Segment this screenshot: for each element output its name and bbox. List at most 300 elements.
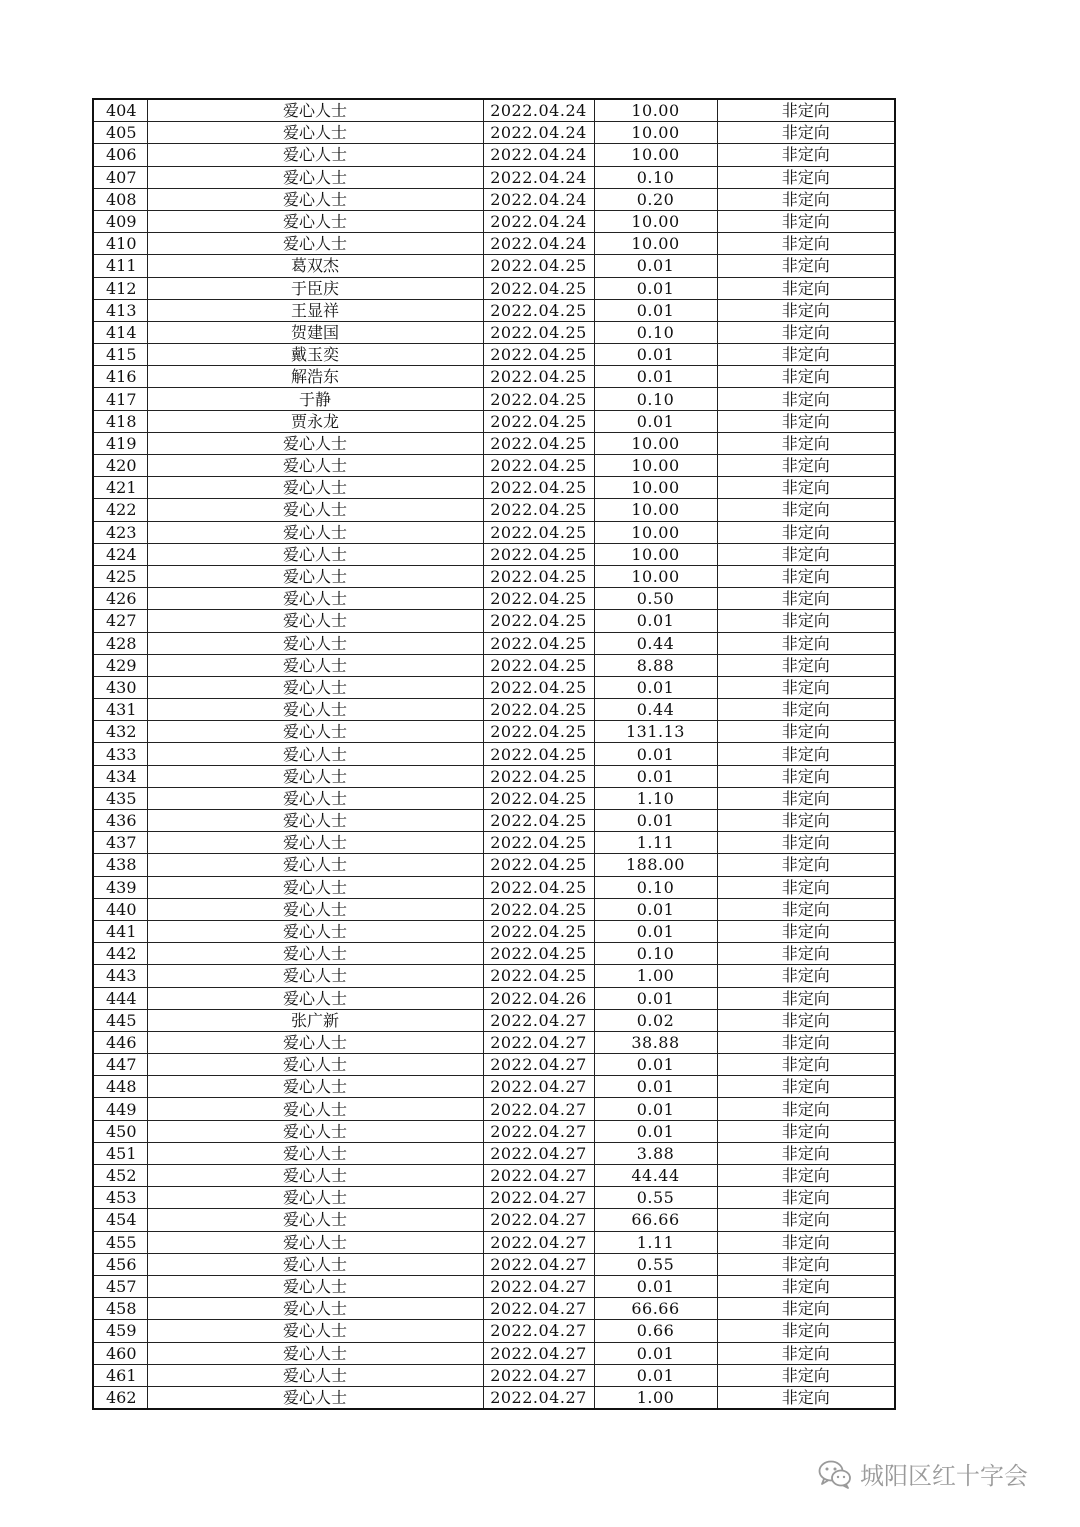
table-row — [93, 1386, 895, 1409]
donor-name: 爱心人士 — [147, 943, 483, 965]
donation-date: 2022.04.25 — [483, 344, 594, 366]
donation-type: 非定向 — [717, 721, 895, 743]
donor-name: 爱心人士 — [147, 1275, 483, 1297]
row-number: 410 — [93, 233, 147, 255]
table-row — [93, 632, 895, 654]
donor-name: 爱心人士 — [147, 1231, 483, 1253]
donor-name: 爱心人士 — [147, 210, 483, 232]
donation-type: 非定向 — [717, 965, 895, 987]
donor-name: 爱心人士 — [147, 455, 483, 477]
table-row — [93, 565, 895, 587]
donation-date: 2022.04.27 — [483, 1275, 594, 1297]
donor-name: 爱心人士 — [147, 432, 483, 454]
donation-type: 非定向 — [717, 1054, 895, 1076]
donation-amount: 10.00 — [594, 122, 717, 144]
donation-amount: 0.55 — [594, 1253, 717, 1275]
donation-type: 非定向 — [717, 699, 895, 721]
donation-amount: 1.00 — [594, 965, 717, 987]
row-number: 423 — [93, 521, 147, 543]
table-row — [93, 233, 895, 255]
watermark — [818, 1456, 1028, 1491]
donation-amount: 10.00 — [594, 233, 717, 255]
donor-name: 爱心人士 — [147, 898, 483, 920]
donation-date: 2022.04.25 — [483, 477, 594, 499]
donation-type: 非定向 — [717, 1298, 895, 1320]
table-row — [93, 1165, 895, 1187]
donation-amount: 0.01 — [594, 1275, 717, 1297]
donor-name: 爱心人士 — [147, 122, 483, 144]
row-number: 418 — [93, 410, 147, 432]
donation-type: 非定向 — [717, 743, 895, 765]
donor-name: 王显祥 — [147, 299, 483, 321]
donation-date: 2022.04.27 — [483, 1320, 594, 1342]
row-number: 417 — [93, 388, 147, 410]
donation-date: 2022.04.27 — [483, 1098, 594, 1120]
donation-type: 非定向 — [717, 299, 895, 321]
table-row — [93, 432, 895, 454]
table-row — [93, 920, 895, 942]
donor-name: 爱心人士 — [147, 854, 483, 876]
donation-amount: 0.10 — [594, 943, 717, 965]
donor-name: 爱心人士 — [147, 1142, 483, 1164]
row-number: 447 — [93, 1054, 147, 1076]
donor-name: 爱心人士 — [147, 499, 483, 521]
donation-date: 2022.04.25 — [483, 366, 594, 388]
donor-name: 解浩东 — [147, 366, 483, 388]
row-number: 431 — [93, 699, 147, 721]
table-row — [93, 344, 895, 366]
donor-name: 贺建国 — [147, 321, 483, 343]
table-row — [93, 455, 895, 477]
donation-type: 非定向 — [717, 1098, 895, 1120]
donation-type: 非定向 — [717, 765, 895, 787]
donation-amount: 10.00 — [594, 543, 717, 565]
donation-date: 2022.04.25 — [483, 699, 594, 721]
donation-amount: 10.00 — [594, 565, 717, 587]
donation-amount: 10.00 — [594, 499, 717, 521]
donation-date: 2022.04.24 — [483, 122, 594, 144]
donation-amount: 0.10 — [594, 388, 717, 410]
table-row — [93, 876, 895, 898]
row-number: 454 — [93, 1209, 147, 1231]
donation-type: 非定向 — [717, 366, 895, 388]
row-number: 452 — [93, 1165, 147, 1187]
donation-amount: 10.00 — [594, 521, 717, 543]
table-row — [93, 388, 895, 410]
donor-name: 爱心人士 — [147, 477, 483, 499]
donation-date: 2022.04.25 — [483, 588, 594, 610]
donor-name: 爱心人士 — [147, 1098, 483, 1120]
donation-amount: 0.01 — [594, 810, 717, 832]
donation-date: 2022.04.25 — [483, 965, 594, 987]
donation-amount: 1.11 — [594, 1231, 717, 1253]
row-number: 424 — [93, 543, 147, 565]
donation-type: 非定向 — [717, 610, 895, 632]
donation-date: 2022.04.27 — [483, 1009, 594, 1031]
donation-date: 2022.04.24 — [483, 144, 594, 166]
donation-date: 2022.04.24 — [483, 233, 594, 255]
donation-type: 非定向 — [717, 1253, 895, 1275]
row-number: 434 — [93, 765, 147, 787]
row-number: 422 — [93, 499, 147, 521]
donor-name: 爱心人士 — [147, 1386, 483, 1409]
donation-date: 2022.04.25 — [483, 255, 594, 277]
donation-date: 2022.04.25 — [483, 810, 594, 832]
table-row — [93, 1142, 895, 1164]
row-number: 426 — [93, 588, 147, 610]
donation-amount: 0.01 — [594, 410, 717, 432]
donation-amount: 0.01 — [594, 255, 717, 277]
table-row — [93, 832, 895, 854]
donation-amount: 0.01 — [594, 1098, 717, 1120]
donation-amount: 0.20 — [594, 188, 717, 210]
table-row — [93, 987, 895, 1009]
donation-date: 2022.04.25 — [483, 410, 594, 432]
donation-amount: 10.00 — [594, 210, 717, 232]
row-number: 446 — [93, 1031, 147, 1053]
table-row — [93, 1031, 895, 1053]
donation-amount: 0.55 — [594, 1187, 717, 1209]
table-row — [93, 1098, 895, 1120]
donation-type: 非定向 — [717, 1009, 895, 1031]
donor-name: 爱心人士 — [147, 1342, 483, 1364]
donor-name: 于静 — [147, 388, 483, 410]
donation-type: 非定向 — [717, 1275, 895, 1297]
donation-type: 非定向 — [717, 499, 895, 521]
donor-name: 爱心人士 — [147, 1209, 483, 1231]
donation-type: 非定向 — [717, 632, 895, 654]
donor-name: 爱心人士 — [147, 1031, 483, 1053]
row-number: 437 — [93, 832, 147, 854]
table-row — [93, 699, 895, 721]
row-number: 441 — [93, 920, 147, 942]
table-row — [93, 122, 895, 144]
row-number: 411 — [93, 255, 147, 277]
donation-type: 非定向 — [717, 854, 895, 876]
donation-amount: 66.66 — [594, 1298, 717, 1320]
donation-amount: 0.01 — [594, 366, 717, 388]
donation-type: 非定向 — [717, 565, 895, 587]
table-row — [93, 810, 895, 832]
donation-amount: 0.10 — [594, 876, 717, 898]
donation-amount: 0.01 — [594, 743, 717, 765]
donation-amount: 0.01 — [594, 676, 717, 698]
donor-name: 爱心人士 — [147, 654, 483, 676]
donation-type: 非定向 — [717, 432, 895, 454]
table-row — [93, 1298, 895, 1320]
donation-date: 2022.04.25 — [483, 765, 594, 787]
table-row — [93, 1209, 895, 1231]
donation-date: 2022.04.24 — [483, 188, 594, 210]
donation-date: 2022.04.27 — [483, 1142, 594, 1164]
donation-amount: 0.01 — [594, 1076, 717, 1098]
table-row — [93, 1054, 895, 1076]
table-row — [93, 543, 895, 565]
wechat-icon — [818, 1459, 852, 1489]
donor-name: 爱心人士 — [147, 765, 483, 787]
table-row — [93, 1253, 895, 1275]
donation-type: 非定向 — [717, 543, 895, 565]
donor-name: 爱心人士 — [147, 144, 483, 166]
row-number: 408 — [93, 188, 147, 210]
row-number: 412 — [93, 277, 147, 299]
donor-name: 张广新 — [147, 1009, 483, 1031]
table-row — [93, 521, 895, 543]
table-row — [93, 477, 895, 499]
donor-name: 爱心人士 — [147, 1253, 483, 1275]
donation-type: 非定向 — [717, 255, 895, 277]
table-row — [93, 1076, 895, 1098]
row-number: 419 — [93, 432, 147, 454]
donation-type: 非定向 — [717, 832, 895, 854]
table-row — [93, 676, 895, 698]
donation-date: 2022.04.25 — [483, 898, 594, 920]
row-number: 457 — [93, 1275, 147, 1297]
donation-amount: 10.00 — [594, 432, 717, 454]
donation-type: 非定向 — [717, 654, 895, 676]
table-row — [93, 1009, 895, 1031]
table-row — [93, 1275, 895, 1297]
donation-date: 2022.04.27 — [483, 1209, 594, 1231]
donation-amount: 0.01 — [594, 1120, 717, 1142]
donation-type: 非定向 — [717, 588, 895, 610]
table-row — [93, 144, 895, 166]
table-row — [93, 99, 895, 122]
donation-type: 非定向 — [717, 898, 895, 920]
donation-type: 非定向 — [717, 122, 895, 144]
row-number: 405 — [93, 122, 147, 144]
donation-type: 非定向 — [717, 787, 895, 809]
row-number: 462 — [93, 1386, 147, 1409]
donor-name: 爱心人士 — [147, 1120, 483, 1142]
donation-amount: 44.44 — [594, 1165, 717, 1187]
table-row — [93, 277, 895, 299]
donation-type: 非定向 — [717, 344, 895, 366]
donation-type: 非定向 — [717, 188, 895, 210]
donation-type: 非定向 — [717, 1031, 895, 1053]
donation-type: 非定向 — [717, 876, 895, 898]
table-row — [93, 654, 895, 676]
donor-name: 爱心人士 — [147, 233, 483, 255]
donor-name: 贾永龙 — [147, 410, 483, 432]
table-row — [93, 1364, 895, 1386]
donation-date: 2022.04.25 — [483, 632, 594, 654]
donation-amount: 0.10 — [594, 166, 717, 188]
table-row — [93, 210, 895, 232]
donor-name: 爱心人士 — [147, 676, 483, 698]
donation-date: 2022.04.25 — [483, 832, 594, 854]
donor-name: 爱心人士 — [147, 188, 483, 210]
donation-date: 2022.04.27 — [483, 1386, 594, 1409]
row-number: 449 — [93, 1098, 147, 1120]
donor-name: 爱心人士 — [147, 743, 483, 765]
row-number: 458 — [93, 1298, 147, 1320]
donor-name: 爱心人士 — [147, 1364, 483, 1386]
table-row — [93, 743, 895, 765]
donation-type: 非定向 — [717, 321, 895, 343]
row-number: 459 — [93, 1320, 147, 1342]
donor-name: 爱心人士 — [147, 965, 483, 987]
donation-amount: 0.44 — [594, 632, 717, 654]
donation-amount: 0.01 — [594, 1054, 717, 1076]
donation-amount: 0.44 — [594, 699, 717, 721]
table-row — [93, 943, 895, 965]
row-number: 443 — [93, 965, 147, 987]
watermark-text: 城阳区红十字会 — [860, 1462, 1028, 1490]
donation-date: 2022.04.26 — [483, 987, 594, 1009]
table-row — [93, 366, 895, 388]
donation-type: 非定向 — [717, 1076, 895, 1098]
table-row — [93, 787, 895, 809]
donation-date: 2022.04.27 — [483, 1031, 594, 1053]
donor-name: 爱心人士 — [147, 832, 483, 854]
donation-date: 2022.04.25 — [483, 721, 594, 743]
row-number: 414 — [93, 321, 147, 343]
donation-type: 非定向 — [717, 1142, 895, 1164]
donation-amount: 0.50 — [594, 588, 717, 610]
donor-name: 爱心人士 — [147, 521, 483, 543]
donation-type: 非定向 — [717, 233, 895, 255]
donation-date: 2022.04.27 — [483, 1120, 594, 1142]
table-row — [93, 410, 895, 432]
table-row — [93, 854, 895, 876]
donor-name: 爱心人士 — [147, 1165, 483, 1187]
table-row — [93, 765, 895, 787]
donor-name: 戴玉奕 — [147, 344, 483, 366]
row-number: 438 — [93, 854, 147, 876]
table-row — [93, 499, 895, 521]
donation-date: 2022.04.27 — [483, 1187, 594, 1209]
table-row — [93, 299, 895, 321]
donor-name: 爱心人士 — [147, 1076, 483, 1098]
donation-type: 非定向 — [717, 1386, 895, 1409]
donation-date: 2022.04.24 — [483, 166, 594, 188]
donor-name: 爱心人士 — [147, 1187, 483, 1209]
donor-name: 爱心人士 — [147, 1298, 483, 1320]
donation-amount: 1.00 — [594, 1386, 717, 1409]
donation-amount: 8.88 — [594, 654, 717, 676]
row-number: 461 — [93, 1364, 147, 1386]
donation-type: 非定向 — [717, 99, 895, 122]
donation-amount: 1.10 — [594, 787, 717, 809]
donation-type: 非定向 — [717, 920, 895, 942]
donor-name: 爱心人士 — [147, 99, 483, 122]
donation-type: 非定向 — [717, 455, 895, 477]
row-number: 442 — [93, 943, 147, 965]
donor-name: 爱心人士 — [147, 166, 483, 188]
donation-amount: 0.01 — [594, 920, 717, 942]
donation-date: 2022.04.27 — [483, 1364, 594, 1386]
donor-name: 爱心人士 — [147, 632, 483, 654]
row-number: 439 — [93, 876, 147, 898]
donation-amount: 0.10 — [594, 321, 717, 343]
donor-name: 爱心人士 — [147, 588, 483, 610]
donor-name: 爱心人士 — [147, 543, 483, 565]
table-row — [93, 721, 895, 743]
table-row — [93, 1187, 895, 1209]
donation-date: 2022.04.27 — [483, 1231, 594, 1253]
donation-date: 2022.04.27 — [483, 1253, 594, 1275]
donation-date: 2022.04.25 — [483, 876, 594, 898]
donor-name: 爱心人士 — [147, 787, 483, 809]
row-number: 435 — [93, 787, 147, 809]
donor-name: 爱心人士 — [147, 876, 483, 898]
donation-type: 非定向 — [717, 810, 895, 832]
donation-table-body — [93, 99, 895, 1409]
donation-type: 非定向 — [717, 1231, 895, 1253]
donor-name: 爱心人士 — [147, 1054, 483, 1076]
donation-amount: 3.88 — [594, 1142, 717, 1164]
donation-date: 2022.04.25 — [483, 654, 594, 676]
donation-date: 2022.04.24 — [483, 99, 594, 122]
donation-type: 非定向 — [717, 477, 895, 499]
donation-date: 2022.04.25 — [483, 521, 594, 543]
table-row — [93, 255, 895, 277]
donation-amount: 0.02 — [594, 1009, 717, 1031]
row-number: 430 — [93, 676, 147, 698]
donation-amount: 188.00 — [594, 854, 717, 876]
row-number: 436 — [93, 810, 147, 832]
table-row — [93, 1231, 895, 1253]
donor-name: 爱心人士 — [147, 920, 483, 942]
donation-type: 非定向 — [717, 388, 895, 410]
donation-type: 非定向 — [717, 1364, 895, 1386]
donation-amount: 0.01 — [594, 987, 717, 1009]
donor-name: 爱心人士 — [147, 987, 483, 1009]
table-row — [93, 321, 895, 343]
donation-amount: 66.66 — [594, 1209, 717, 1231]
donation-type: 非定向 — [717, 987, 895, 1009]
donation-amount: 0.01 — [594, 610, 717, 632]
donation-amount: 0.01 — [594, 299, 717, 321]
donation-type: 非定向 — [717, 676, 895, 698]
donation-date: 2022.04.27 — [483, 1342, 594, 1364]
donor-name: 爱心人士 — [147, 721, 483, 743]
row-number: 440 — [93, 898, 147, 920]
donation-date: 2022.04.25 — [483, 787, 594, 809]
table-row — [93, 188, 895, 210]
donation-date: 2022.04.27 — [483, 1076, 594, 1098]
donation-amount: 38.88 — [594, 1031, 717, 1053]
row-number: 456 — [93, 1253, 147, 1275]
row-number: 450 — [93, 1120, 147, 1142]
row-number: 409 — [93, 210, 147, 232]
row-number: 455 — [93, 1231, 147, 1253]
row-number: 413 — [93, 299, 147, 321]
donation-date: 2022.04.25 — [483, 277, 594, 299]
donor-name: 爱心人士 — [147, 810, 483, 832]
row-number: 404 — [93, 99, 147, 122]
donation-date: 2022.04.25 — [483, 543, 594, 565]
donation-amount: 0.01 — [594, 1364, 717, 1386]
donation-type: 非定向 — [717, 166, 895, 188]
donation-date: 2022.04.25 — [483, 920, 594, 942]
donation-amount: 0.01 — [594, 277, 717, 299]
donation-amount: 10.00 — [594, 477, 717, 499]
donation-amount: 0.01 — [594, 344, 717, 366]
donation-amount: 0.01 — [594, 1342, 717, 1364]
donation-type: 非定向 — [717, 1120, 895, 1142]
row-number: 407 — [93, 166, 147, 188]
row-number: 460 — [93, 1342, 147, 1364]
table-row — [93, 1120, 895, 1142]
donation-amount: 131.13 — [594, 721, 717, 743]
row-number: 425 — [93, 565, 147, 587]
donation-date: 2022.04.25 — [483, 743, 594, 765]
donor-name: 爱心人士 — [147, 699, 483, 721]
donation-date: 2022.04.24 — [483, 210, 594, 232]
donation-date: 2022.04.25 — [483, 455, 594, 477]
